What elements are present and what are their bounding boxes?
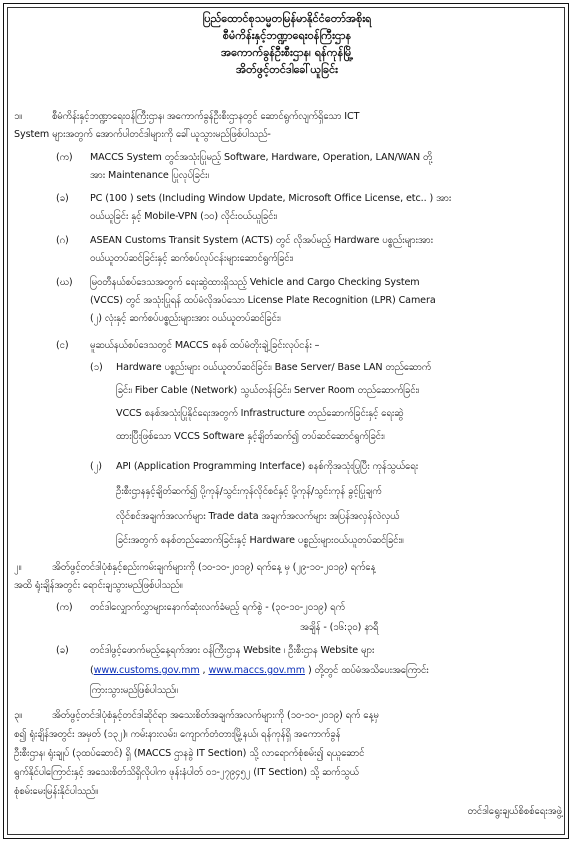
subitem-1-line-2: ခြင်း၊ Fiber Cable (Network) သွယ်တန်းခြင်း၊ Server Room တည်ဆောက်ခြင်း၊ — [116, 385, 420, 396]
item-g-line-2: ဝယ်ယူတပ်ဆင်ခြင်းနှင့် ဆက်စပ်လုပ်ငန်းများဆောင်ရွက်ခြင်း၊ — [90, 253, 294, 264]
p3-number: ၃။ — [14, 710, 23, 721]
p2-item-kh-line-3: ကြားသွားမည်ဖြစ်ပါသည်။ — [90, 685, 178, 696]
subitem-2-line-2: ဦးစီးဌာနနှင့်ချိတ်ဆက်၍ ပို့ကုန်/သွင်းကုန်လိုင်စင်နှင့် ပို့ကုန်/သွင်းကုန် ခွင့်ပြုချက် — [116, 486, 382, 497]
header-line-4: အိတ်ဖွင့်တင်ဒါခေါ်ယူခြင်း — [236, 63, 338, 76]
item-gh-label: (ဃ) — [56, 277, 73, 288]
item-gh-line-3: (၂) လုံးနှင့် ဆက်စပ်ပစ္စည်းများအား ဝယ်ယူတပ်ဆင်ခြင်း၊ — [90, 313, 281, 324]
subitem-1-line-4: ထားပြီးဖြစ်သော VCCS Software နှင့်ချိတ်ဆက်၍ တပ်ဆင်ဆောင်ရွက်ခြင်း၊ — [116, 431, 385, 442]
subitem-2-label: (၂) — [90, 461, 102, 472]
p1-line-1: စီမံကိန်းနှင့်ဘဏ္ဍာရေးဝန်ကြီးဌာန၊ အကောက်ခွန်ဦးစီးဌာနတွင် ဆောင်ရွက်လျက်ရှိသော ICT — [52, 111, 360, 122]
subitem-2-line-4: ခြင်းအတွက် စနစ်တည်ဆောက်ခြင်းနှင့် Hardware ပစ္စည်းများဝယ်ယူတပ်ဆင်ခြင်း။ — [116, 535, 404, 546]
subitem-2-line-3: လိုင်စင်အချက်အလက်များ Trade data အချက်အလက်များ အပြန်အလှန်လဲလှယ် — [116, 511, 400, 522]
item-k-line-1: MACCS System တွင်အသုံးပြုမည့် Software, Hardware, Operation, LAN/WAN တို့ — [90, 152, 433, 163]
link-separator: , — [199, 665, 209, 676]
item-kh-label: (ခ) — [56, 193, 69, 204]
p3-line-5: စုံစမ်းမေးမြန်းနိုင်ပါသည်။ — [14, 786, 98, 797]
p2-line-2: အထိ ရုံးချိန်အတွင်း ရောင်းချသွားမည်ဖြစ်ပါသည်။ — [14, 580, 183, 591]
p2-item-kh-line-2: (www.customs.gov.mm , www.maccs.gov.mm ) တို့တွင် ထပ်မံအသိပေးအကြောင်း — [90, 665, 429, 676]
p3-line-1: အိတ်ဖွင့်တင်ဒါပုံစံနှင့်တင်ဒါဆိုင်ရာ အသေးစိတ်အချက်အလက်များကို (၁၀-၁၀-၂၀၁၉) ရက် နေ့မှ — [52, 710, 379, 721]
maccs-website-link[interactable]: www.maccs.gov.mm — [208, 665, 305, 676]
p2-item-kh-line-2-tail: ) တို့တွင် ထပ်မံအသိပေးအကြောင်း — [305, 665, 429, 676]
header-line-1: ပြည်ထောင်စုသမ္မတမြန်မာနိုင်ငံတော်အစိုးရ — [202, 12, 372, 25]
item-k-line-2: အား Maintenance ပြုလုပ်ခြင်း၊ — [90, 170, 209, 181]
item-kh-line-2: ဝယ်ယူခြင်း နှင့် Mobile-VPN (၁၀) လိုင်းဝယ်ယူခြင်း၊ — [90, 211, 278, 222]
signature-committee: တင်ဒါရွေးချယ်စိစစ်ရေးအဖွဲ့ — [467, 806, 562, 817]
item-gh-line-2: (VCCS) တွင် အသုံးပြုရန် ထပ်မံလိုအပ်သော License Plate Recognition (LPR) Camera — [90, 295, 436, 306]
subitem-1-label: (၁) — [90, 362, 103, 373]
p2-item-k-label: (က) — [56, 602, 73, 613]
subitem-1-line-1: Hardware ပစ္စည်းများ ဝယ်ယူတပ်ဆင်ခြင်း၊ Base Server/ Base LAN တည်ဆောက် — [116, 362, 432, 373]
customs-website-link[interactable]: www.customs.gov.mm — [93, 665, 200, 676]
item-ng-label: (င) — [56, 340, 69, 351]
item-k-label: (က) — [56, 152, 73, 163]
p2-number: ၂။ — [14, 562, 22, 573]
p1-number: ၁။ — [14, 111, 23, 122]
p2-item-kh-line-1: တင်ဒါဖွင့်ဖောက်မည့်နေ့ရက်အား ဝန်ကြီးဌာန Website ၊ ဦးစီးဌာန Website များ — [90, 645, 375, 656]
item-ng-line-1: မူဆယ်နယ်စပ်ဒေသတွင် MACCS စနစ် ထပ်မံတိုးချဲ့ခြင်းလုပ်ငန်း – — [90, 340, 320, 351]
subitem-1-line-3: VCCS စနစ်အသုံးပြုနိုင်ရေးအတွက် Infrastructure တည်ဆောက်ခြင်းနှင့် ရေးဆွဲ — [116, 408, 404, 419]
header-line-2: စီမံကိန်းနှင့်ဘဏ္ဍာရေးဝန်ကြီးဌာန — [222, 29, 352, 42]
p3-line-3: ဦးစီးဌာန၊ ရုံးချုပ် (၃ထပ်ဆောင်) ရှိ (MACCS ဌာနခွဲ IT Section) သို့ လာရောက်စုံစမ်း၍ ရယူဆောင် — [14, 748, 365, 759]
header-line-3: အကောက်ခွန်ဦးစီးဌာန၊ ရန်ကုန်မြို့ — [220, 46, 354, 59]
item-g-line-1: ASEAN Customs Transit System (ACTS) တွင် လိုအပ်မည့် Hardware ပစ္စည်းများအား — [90, 235, 433, 246]
p2-line-1: အိတ်ဖွင့်တင်ဒါပုံစံနှင့်စည်းကမ်းချက်များကို (၁၀-၁၀-၂၀၁၉) ရက်နေ့ မှ (၂၉-၁၀-၂၀၁၉) ရက်နေ့ — [52, 562, 376, 573]
p2-item-k-line-1: တင်ဒါလျှောက်လွှာများနောက်ဆုံးလက်ခံမည့် ရက်စွဲ - (၃၀-၁၀-၂၀၁၉) ရက် — [90, 602, 345, 613]
item-kh-line-1: PC (100 ) sets (Including Window Update, Microsoft Office License, etc.. ) အား — [90, 193, 452, 204]
p3-line-4: ရွက်နိုင်ပါကြောင်းနှင့် အသေးစိတ်သိရှိလိုပါက ဖုန်းနံပါတ် ၀၁-၂၇၉၄၅၂ (IT Section) သို့ ဆက်သွယ် — [14, 767, 359, 778]
p2-item-kh-label: (ခ) — [56, 645, 69, 656]
item-gh-line-1: မြဝတီနယ်စပ်ဒေသအတွက် ရေးဆွဲထားရှိသည့် Vehicle and Cargo Checking System — [90, 277, 420, 288]
item-g-label: (ဂ) — [56, 235, 69, 246]
notice-header — [0, 10, 574, 78]
p2-item-k-line-2: အချိန် - (၁၆:၃၀) နာရီ — [300, 622, 379, 633]
p1-line-2: System များအတွက် အောက်ပါတင်ဒါများကို ခေါ်ယူသွားမည်ဖြစ်ပါသည်- — [14, 129, 271, 140]
subitem-2-line-1: API (Application Programming Interface) စနစ်ကိုအသုံးပြုပြီး ကုန်သွယ်ရေး — [116, 461, 419, 472]
p3-line-2: စ၍ ရုံးချိန်အတွင်း အမှတ် (၁၃၂)၊ ကမ်းနားလမ်း၊ ကျောက်တံတားမြို့နယ်၊ ရန်ကုန်ရှိ အကောက်ခွန် — [14, 729, 341, 740]
